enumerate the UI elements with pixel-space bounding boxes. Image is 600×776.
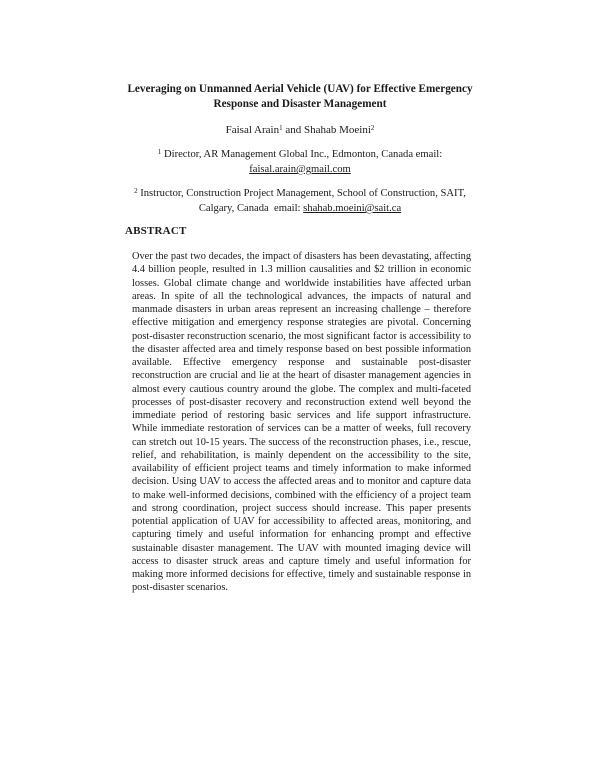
affiliation-2-email-link[interactable]: shahab.moeini@sait.ca <box>303 203 402 214</box>
abstract-body: Over the past two decades, the impact of disasters has been devastating, affecting 4.4 billion people, resulted in 1.3 million causalities and $2 trillion in economic losses. Global climate change and worldwide instabilities have affected urban areas. In spite of all the technological advances, the impacts of natural and manmade disasters in urban areas represent an increasing challenge – therefore effective mitigation and emergency response strategies are pivotal. Concerning post-disaster reconstruction scenario, the most significant factor is accessibility to the disaster affected area and timely response based on best possible information available. Effective emergency response and sustainable post-disaster reconstruction are crucial and lie at the heart of disaster management agencies in almost every cautious country around the globe. The complex and multi-faceted processes of post-disaster recovery and reconstruction extend well beyond the immediate period of restoring basic services and life support infrastructure. While immediate restoration of services can be a matter of weeks, full recovery can stretch out 10-15 years. The success of the reconstruction phases, i.e., rescue, relief, and rehabilitation, is mainly dependent on the accessibility to the site, availability of efficient project teams and timely information to make informed decision. Using UAV to access the affected areas and to monitor and capture data to make well-informed decisions, combined with the efficiency of a project team and strong coordination, project success should increase. This paper presents potential application of UAV for accessibility to affected areas, monitoring, and capturing timely and useful information for enhancing prompt and effective sustainable disaster management. The UAV with mounted imaging device will access to disaster struck areas and capture timely and useful information for making more informed decisions for effective, timely and sustainable response in post-disaster scenarios. <box>132 251 471 594</box>
title-line-2: Response and Disaster Management <box>213 97 387 110</box>
affiliation-2-text-line-1: Instructor, Construction Project Management, School of Construction, SAIT, <box>137 188 466 199</box>
author-1: Faisal Arain <box>225 124 280 136</box>
title-line-1: Leveraging on Unmanned Aerial Vehicle (UAV) for Effective Emergency <box>127 83 473 95</box>
author-2-sup: 2 <box>370 124 375 132</box>
paper-title <box>90 82 510 111</box>
affiliation-1-text: Director, AR Management Global Inc., Edmonton, Canada email: <box>161 149 443 160</box>
author-line <box>0 123 600 137</box>
affiliation-1 <box>90 147 510 177</box>
author-connector: and <box>282 124 304 136</box>
affiliation-2 <box>90 186 510 216</box>
affiliation-1-email-link[interactable]: faisal.arain@gmail.com <box>249 164 351 175</box>
author-2: Shahab Moeini <box>303 124 371 136</box>
abstract-heading: ABSTRACT <box>125 225 187 237</box>
affiliation-2-sup: 2 <box>134 187 138 195</box>
author-1-sup: 1 <box>279 124 283 132</box>
affiliation-2-text-line-2: Calgary, Canada email: <box>198 203 304 214</box>
affiliation-1-sup: 1 <box>157 148 162 156</box>
